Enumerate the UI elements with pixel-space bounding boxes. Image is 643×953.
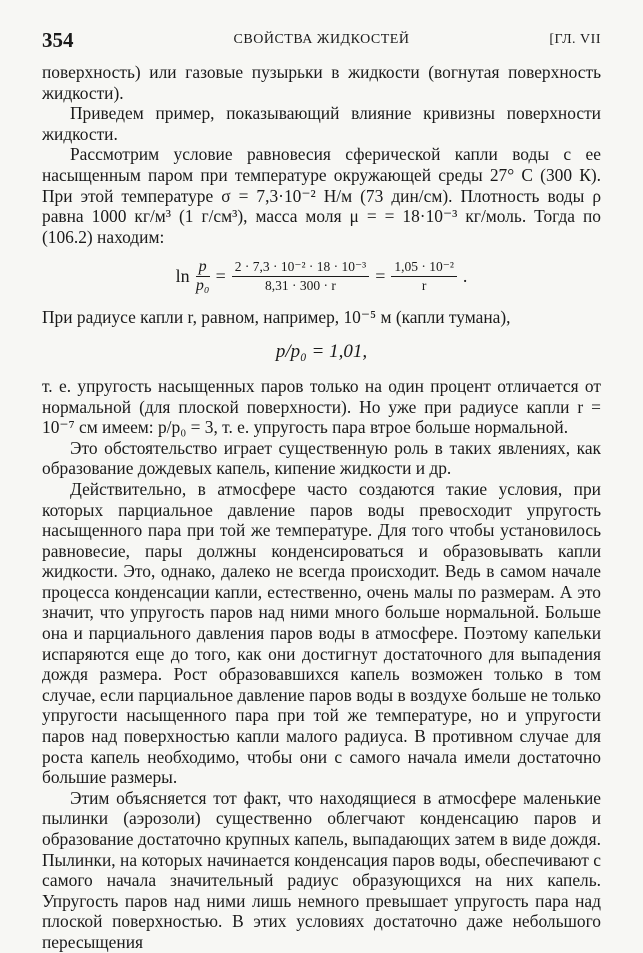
formula-lhs-denominator: p₀ xyxy=(195,276,210,294)
paragraph-atmosphere: Действительно, в атмосфере часто создаются такие условия, при которых парциальное давление паров воды превосходит упругость насыщенного пара при той же температуре. Для того чтобы установилось равновесие, пары должны конденсироваться и образовывать капли жидкости. Это, однако, далеко не всегда происходит. Ведь в самом начале процесса конденсации капли, естественно, очень малы по размерам. А это значит, что упругость паров над ними много больше нормальной. Больше она и парциального давления паров воды в атмосфере. Поэтому капельки испаряются еще до того, как они достигнут достаточного для выпадения дождя размера. Рост образовавшихся капель возможен только в том случае, если парциальное давление паров воды в воздухе больше не только упругости насыщенного пара при той же температуре, но и упругости паров над поверхностью капли малого радиуса. В противном случае для роста капель необходимо, чтобы они с самого начала имели достаточно большие размеры. xyxy=(42,478,601,788)
chapter-label: [ГЛ. VII xyxy=(549,32,601,47)
formula-equals-2: = xyxy=(375,266,386,287)
page-header xyxy=(42,28,601,52)
page-number: 354 xyxy=(42,28,74,52)
formula-mid-denominator: 8,31 · 300 · r xyxy=(265,277,336,293)
formula-equals-1: = xyxy=(215,266,226,287)
formula-pressure-ratio: p/p₀ = 1,01, xyxy=(275,340,368,362)
paragraph-droplet-condition: Рассмотрим условие равновесия сферической капли воды с ее насыщенным паром при температуре окружающей среды 27° С (300 К). При этой температуре σ = 7,3·10⁻² Н/м (73 дин/см). Плотность воды ρ равна 1000 кг/м³ (1 г/см³), масса моля μ = = 18·10⁻³ кг/моль. Тогда по (106.2) находим: xyxy=(42,144,601,247)
formula-lhs-fraction xyxy=(196,258,210,295)
formula-mid-fraction xyxy=(232,258,369,295)
formula-rhs-numerator: 1,05 · 10⁻² xyxy=(391,258,457,277)
paragraph-radius-example: При радиусе капли r, равном, например, 10⁻⁵ м (капли тумана), xyxy=(42,307,511,328)
paragraph-ratio-result: т. е. упругость насыщенных паров только на один процент отличается от нормальной (для плоской поверхности). Но уже при радиусе капли r = 10⁻⁷ см имеем: p/p₀ = 3, т. е. упругость пара втрое больше нормальной. xyxy=(42,375,601,438)
formula-end: . xyxy=(462,266,468,287)
paragraph-example-intro: Приведем пример, показывающий влияние кривизны поверхности жидкости. xyxy=(42,103,601,144)
formula-lhs-numerator: p xyxy=(196,258,210,277)
paragraph-significance: Это обстоятельство играет существенную роль в таких явлениях, как образование дождевых капель, кипение жидкости и др. xyxy=(42,437,601,479)
page-body xyxy=(42,62,601,953)
running-title: СВОЙСТВА ЖИДКОСТЕЙ xyxy=(233,32,410,47)
paragraph-continuation: поверхность) или газовые пузырьки в жидкости (вогнутая поверхность жидкости). xyxy=(42,62,601,103)
paragraph-aerosols: Этим объясняется тот факт, что находящиеся в атмосфере маленькие пылинки (аэрозоли) существенно облегчают конденсацию паров и образование достаточно крупных капель, выпадающих затем в виде дождя. Пылинки, на которых начинается конденсация паров воды, обеспечивают с самого начала значительный радиус образующихся на них капель. Упругость паров над ними лишь немного превышает упругость пара над плоской поверхностью. В этих условиях достаточно даже небольшого пересыщения xyxy=(42,787,601,952)
formula-mid-numerator: 2 · 7,3 · 10⁻² · 18 · 10⁻³ xyxy=(232,258,369,277)
formula-ln: ln xyxy=(175,266,190,287)
formula-rhs-fraction xyxy=(391,258,457,295)
formula-log-ratio xyxy=(42,247,601,305)
formula-rhs-denominator: r xyxy=(421,277,427,293)
